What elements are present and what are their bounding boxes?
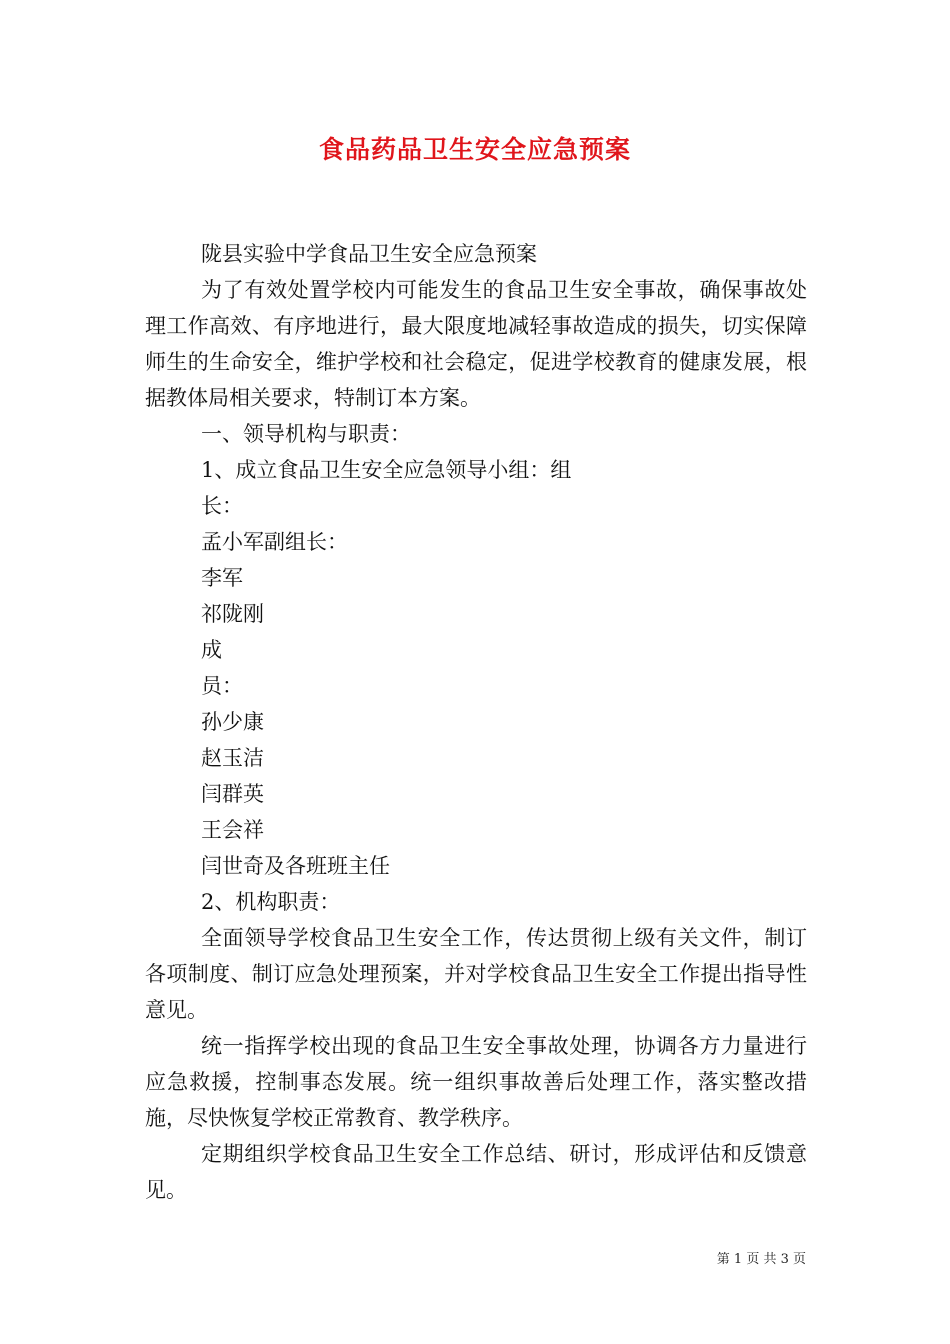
list-item: 祁陇刚 (201, 602, 264, 626)
paragraph-intro: 为了有效处置学校内可能发生的食品卫生安全事故，确保事故处理工作高效、有序地进行，最大限度地减轻事故造成的损失，切实保障师生的生命安全，维护学校和社会稳定，促进学校教育的健康发展，根据教体局相关要求，特制订本方案。 (145, 278, 807, 410)
list-item: 闫群英 (201, 782, 264, 806)
list-item: 王会祥 (201, 818, 264, 842)
list-item: 赵玉洁 (201, 746, 264, 770)
list-item: 李军 (201, 566, 243, 590)
paragraph-body: 全面领导学校食品卫生安全工作，传达贯彻上级有关文件，制订各项制度、制订应急处理预案，并对学校食品卫生安全工作提出指导性意见。 (145, 926, 807, 1022)
list-item: 孙少康 (201, 710, 264, 734)
list-item: 长： (201, 494, 243, 518)
list-item: 员： (201, 674, 243, 698)
list-item: 成 (201, 638, 222, 662)
list-item: 孟小军副组长： (201, 530, 348, 554)
document-title: 食品药品卫生安全应急预案 (318, 135, 631, 164)
paragraph-body: 统一指挥学校出现的食品卫生安全事故处理，协调各方力量进行应急救援，控制事态发展。统一组织事故善后处理工作，落实整改措施，尽快恢复学校正常教育、教学秩序。 (145, 1034, 807, 1130)
paragraph-subtitle: 陇县实验中学食品卫生安全应急预案 (201, 242, 537, 266)
section-heading: 2、机构职责： (201, 890, 341, 914)
list-item: 1、成立食品卫生安全应急领导小组：组 (201, 458, 572, 482)
section-heading: 一、领导机构与职责： (201, 422, 411, 446)
document-body (145, 236, 807, 1208)
list-item: 闫世奇及各班班主任 (201, 854, 390, 878)
page-number: 第 1 页 共 3 页 (716, 1252, 806, 1267)
paragraph-body: 定期组织学校食品卫生安全工作总结、研讨，形成评估和反馈意见。 (145, 1142, 807, 1202)
